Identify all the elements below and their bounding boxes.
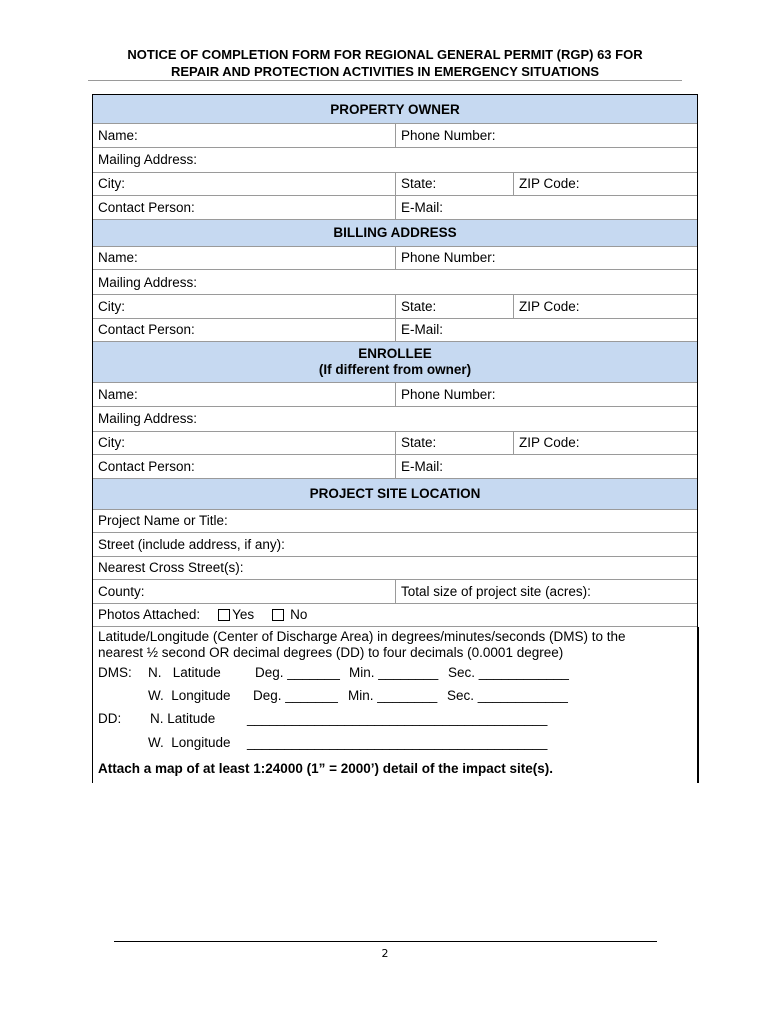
total-size-field[interactable]: Total size of project site (acres): [401,583,591,599]
billing-phone-field[interactable]: Phone Number: [401,250,496,266]
enrollee-contact-field[interactable]: Contact Person: [93,455,396,478]
dd-label: DD: [98,711,122,726]
billing-contact-field[interactable]: Contact Person: [93,319,396,342]
billing-city-field[interactable]: City: [93,295,396,318]
photos-no-checkbox[interactable] [272,609,284,621]
completion-form [92,94,698,783]
county-field[interactable]: County: [93,580,396,603]
dms-latitude-seconds-field[interactable]: Sec. ____________ [448,665,569,680]
footer-divider [114,941,657,942]
dd-w-longitude-label: W. Longitude [148,735,231,750]
photos-attached-group [93,604,697,627]
owner-city-row [93,173,697,197]
page-number: 2 [381,947,389,960]
dd-latitude-line [98,707,693,731]
enrollee-mailing-field[interactable]: Mailing Address: [98,411,198,426]
photos-yes-option[interactable] [218,607,254,622]
enrollee-contact-row [93,455,697,479]
dms-longitude-seconds-field[interactable]: Sec. ____________ [447,688,568,703]
photos-no-label: No [290,607,308,623]
enrollee-name-field[interactable]: Name: [93,383,396,406]
enrollee-state-field[interactable]: State: [396,432,514,455]
billing-name-row [93,247,697,271]
owner-state-field[interactable]: State: [396,173,514,196]
dms-latitude-minutes-field[interactable]: Min. ________ [349,665,439,680]
owner-city-field[interactable]: City: [93,173,396,196]
county-row [93,580,697,604]
billing-email-field[interactable]: E-Mail: [401,322,444,338]
billing-zip-field[interactable]: ZIP Code: [519,298,580,314]
form-title-line-2: REPAIR AND PROTECTION ACTIVITIES IN EMERGENCY SITUATIONS [170,64,600,79]
enrollee-header-title: ENROLLEE [358,346,432,361]
owner-mailing-field[interactable]: Mailing Address: [98,152,198,167]
section-header-project-site-location: PROJECT SITE LOCATION [93,479,697,510]
latlong-instructions-line-1: Latitude/Longitude (Center of Discharge Area) in degrees/minutes/seconds (DMS) to the [98,629,626,644]
dms-longitude-line [98,684,693,707]
billing-contact-row [93,319,697,343]
billing-mailing-row [93,270,697,295]
dd-longitude-field[interactable]: ________________________________________ [247,735,548,750]
dms-latitude-degrees-field[interactable]: Deg. _______ [255,665,340,680]
form-title-line-1: NOTICE OF COMPLETION FORM FOR REGIONAL GENERAL PERMIT (RGP) 63 FOR [127,47,643,62]
enrollee-city-field[interactable]: City: [93,432,396,455]
owner-mailing-row [93,148,697,173]
billing-name-field[interactable]: Name: [93,247,396,270]
billing-city-row [93,295,697,319]
owner-phone-field[interactable]: Phone Number: [401,127,496,143]
dms-latitude-line [98,661,693,684]
enrollee-mailing-row [93,407,697,432]
dd-latitude-field[interactable]: ________________________________________ [247,711,548,726]
title-divider [88,80,682,81]
billing-mailing-field[interactable]: Mailing Address: [98,274,198,290]
section-header-property-owner: PROPERTY OWNER [93,95,697,124]
dms-label: DMS: [98,665,132,680]
photos-no-option[interactable] [272,607,307,622]
latlong-section [93,627,699,783]
project-name-field[interactable]: Project Name or Title: [98,513,228,529]
dms-w-longitude-label: W. Longitude [148,688,231,703]
attach-map-instruction: Attach a map of at least 1:24000 (1” = 2000’) detail of the impact site(s). [98,761,554,776]
dms-longitude-minutes-field[interactable]: Min. ________ [348,688,438,703]
enrollee-city-row [93,432,697,456]
photos-row [93,604,697,628]
owner-contact-row [93,196,697,220]
enrollee-zip-field[interactable]: ZIP Code: [519,435,580,451]
dd-n-latitude-label: N. Latitude [150,711,216,726]
owner-name-field[interactable]: Name: [93,124,396,147]
photos-yes-checkbox[interactable] [218,609,230,621]
photos-yes-label: Yes [232,607,255,623]
latlong-instructions-line-2: nearest ½ second OR decimal degrees (DD) to four decimals (0.0001 degree) [98,645,564,660]
owner-contact-field[interactable]: Contact Person: [93,196,396,219]
photos-attached-label: Photos Attached: [98,607,201,623]
section-header-enrollee [93,342,697,383]
owner-name-row [93,124,697,148]
project-name-row [93,510,697,534]
dms-n-latitude-label: N. Latitude [148,665,221,680]
dd-longitude-line [98,731,693,755]
enrollee-phone-field[interactable]: Phone Number: [401,386,496,402]
cross-street-field[interactable]: Nearest Cross Street(s): [98,560,244,576]
owner-email-field[interactable]: E-Mail: [401,199,444,215]
section-header-billing-address: BILLING ADDRESS [93,220,697,247]
owner-zip-field[interactable]: ZIP Code: [519,176,580,192]
street-field[interactable]: Street (include address, if any): [98,536,285,552]
dms-longitude-degrees-field[interactable]: Deg. _______ [253,688,338,703]
enrollee-name-row [93,383,697,407]
street-row [93,533,697,557]
enrollee-email-field[interactable]: E-Mail: [401,458,444,474]
form-title [88,46,682,80]
enrollee-header-subtitle: (If different from owner) [318,362,472,377]
cross-street-row [93,557,697,581]
billing-state-field[interactable]: State: [396,295,514,318]
